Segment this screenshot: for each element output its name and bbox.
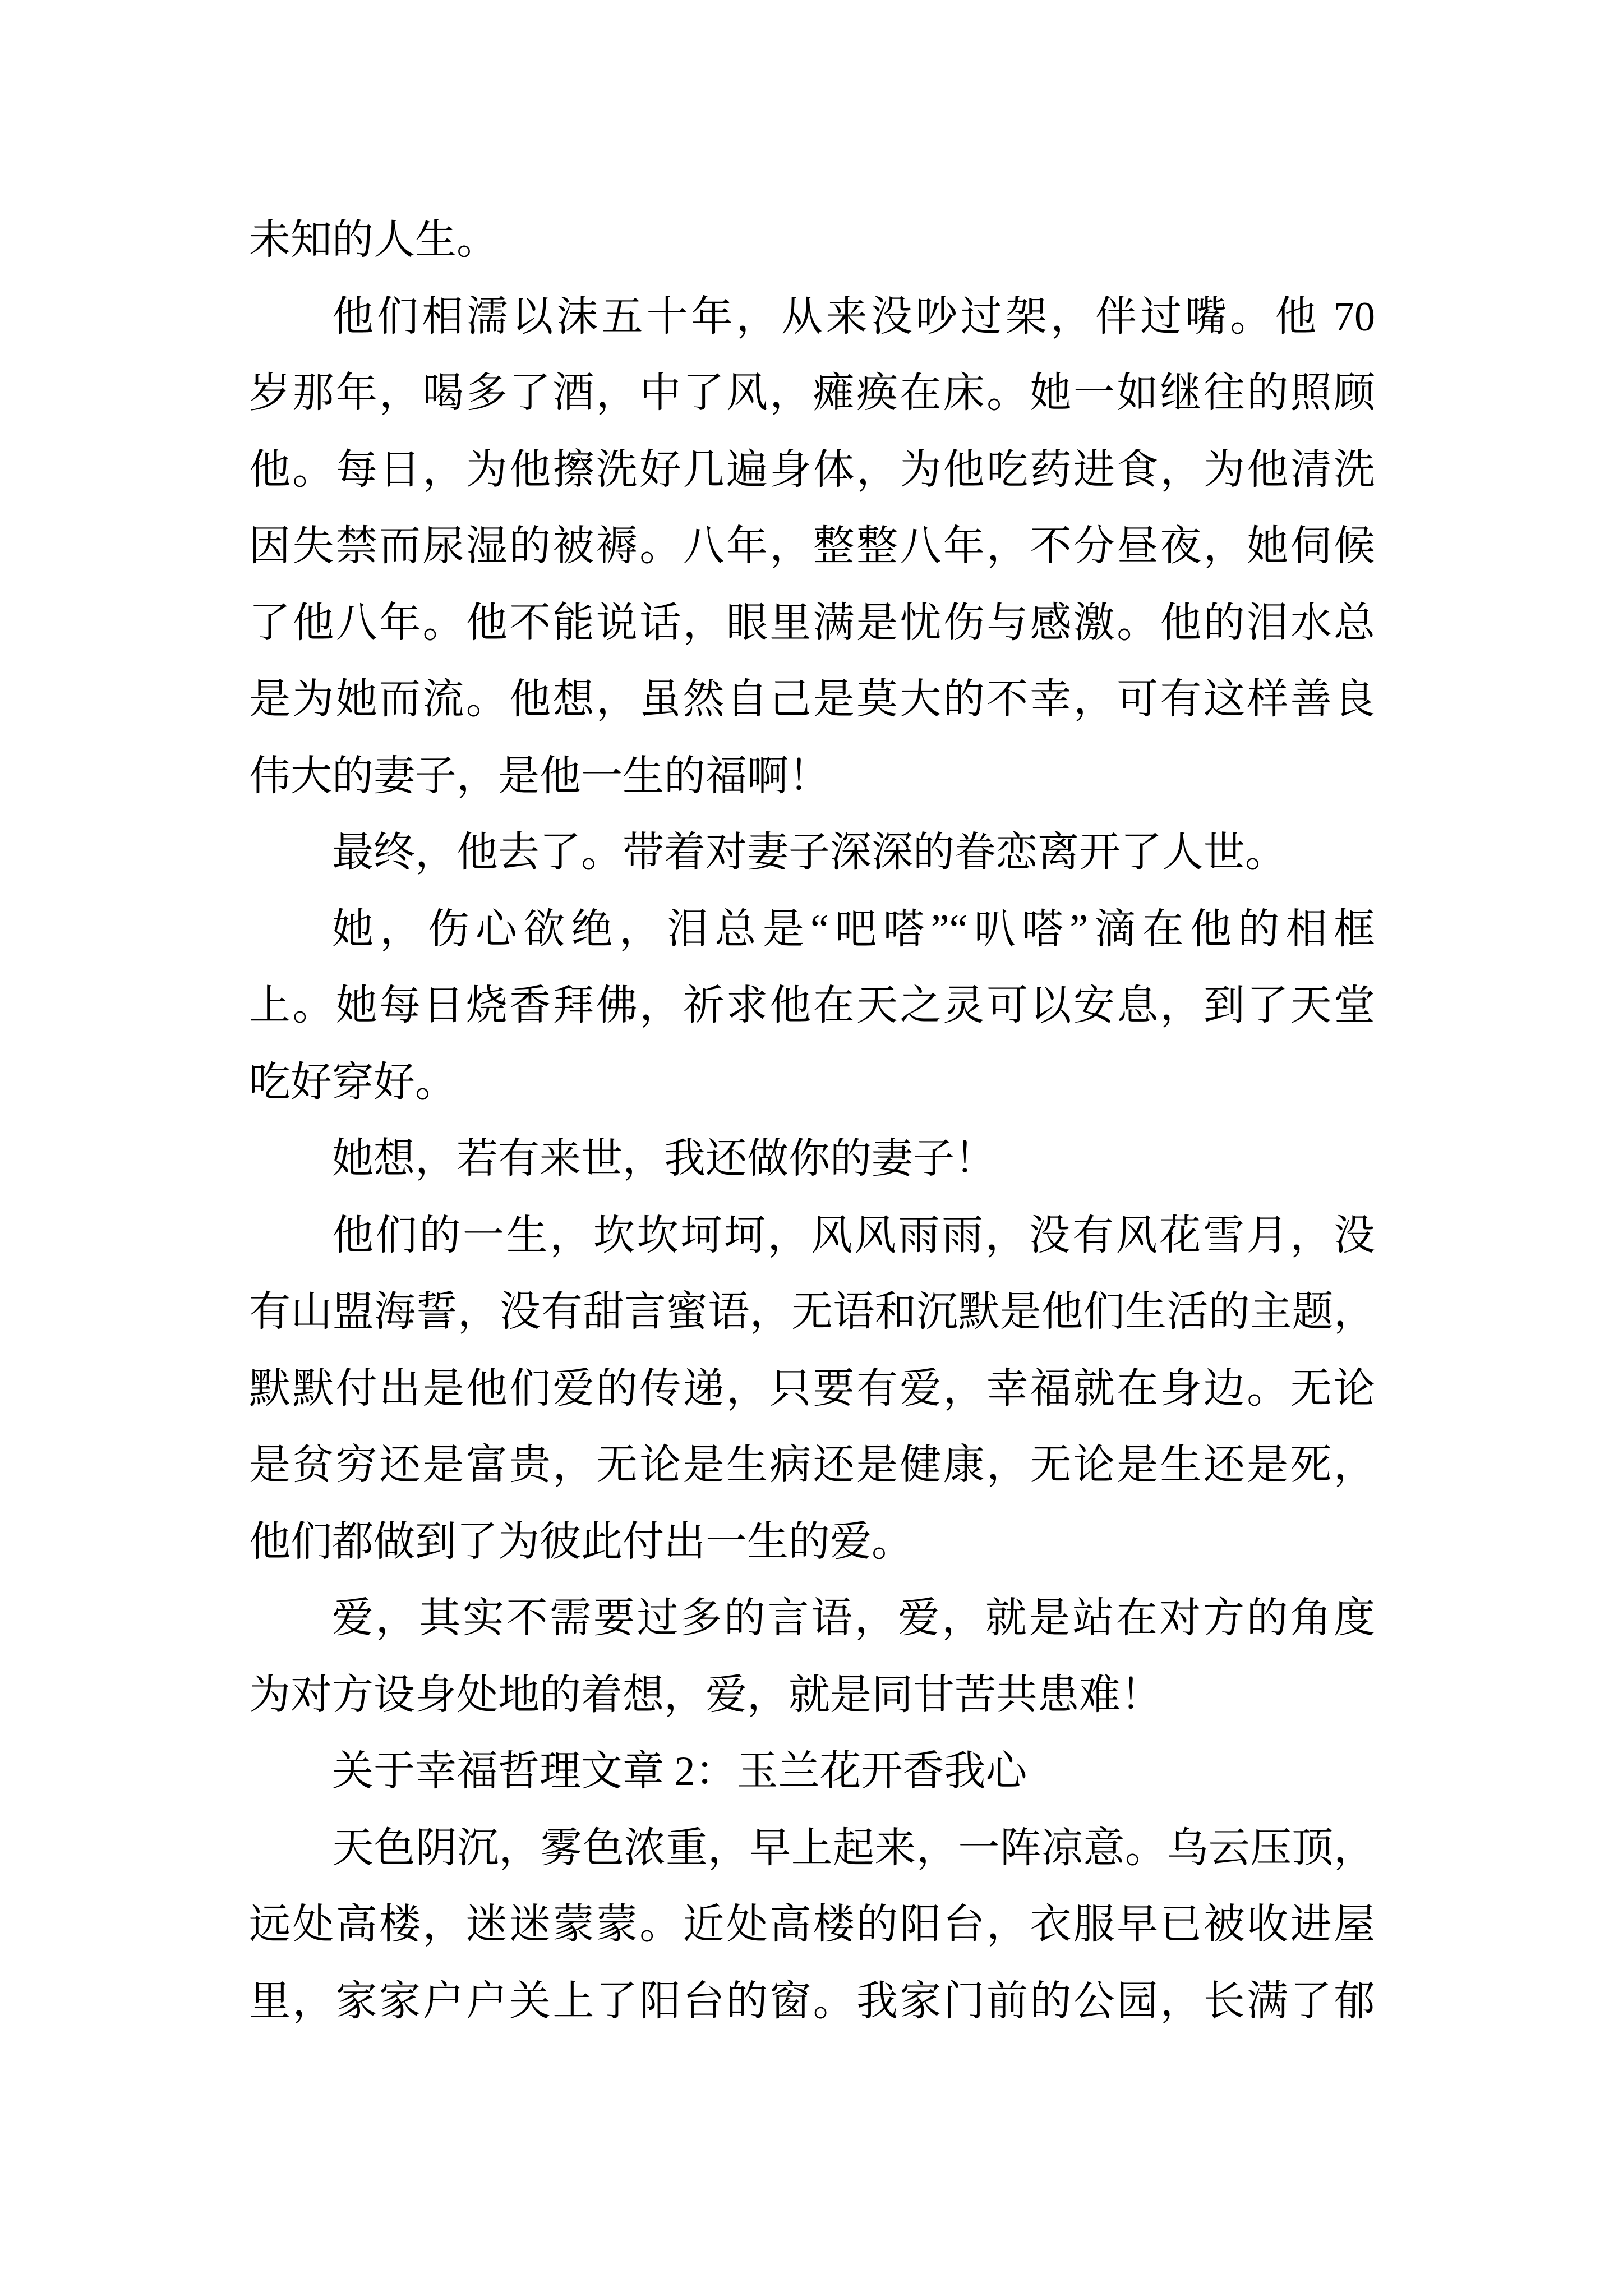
text-line: 他。每日，为他擦洗好几遍身体，为他吃药进食，为他清洗 xyxy=(249,447,1375,493)
text-line: 里，家家户户关上了阳台的窗。我家门前的公园，长满了郁 xyxy=(249,1978,1375,2024)
text-line: 她，伤心欲绝，泪总是“吧嗒”“叭嗒”滴在他的相框 xyxy=(332,906,1375,953)
text-line: 岁那年，喝多了酒，中了风，瘫痪在床。她一如继往的照顾 xyxy=(249,370,1375,416)
text-line: 他们的一生，坎坎坷坷，风风雨雨，没有风花雪月，没 xyxy=(332,1212,1375,1259)
text-line: 她想，若有来世，我还做你的妻子！ xyxy=(332,1136,996,1182)
text-line: 吃好穿好。 xyxy=(249,1059,457,1106)
text-line: 爱，其实不需要过多的言语，爱，就是站在对方的角度 xyxy=(332,1595,1375,1641)
text-line: 最终，他去了。带着对妻子深深的眷恋离开了人世。 xyxy=(332,830,1287,876)
text-line: 他们都做到了为彼此付出一生的爱。 xyxy=(249,1519,913,1565)
text-line: 因失禁而尿湿的被褥。八年，整整八年，不分昼夜，她伺候 xyxy=(249,523,1375,569)
text-line: 上。她每日烧香拜佛，祈求他在天之灵可以安息，到了天堂 xyxy=(249,983,1375,1029)
text-line: 远处高楼，迷迷蒙蒙。近处高楼的阳台，衣服早已被收进屋 xyxy=(249,1902,1375,1948)
text-line: 他们相濡以沫五十年，从来没吵过架，伴过嘴。他 70 xyxy=(332,293,1375,340)
text-line: 有山盟海誓，没有甜言蜜语，无语和沉默是他们生活的主题， xyxy=(249,1289,1375,1335)
article-text xyxy=(249,202,1375,2040)
section-heading-line: 关于幸福哲理文章 2：玉兰花开香我心 xyxy=(332,1749,1027,1795)
text-line: 天色阴沉，雾色浓重，早上起来，一阵凉意。乌云压顶， xyxy=(332,1825,1375,1871)
text-line: 了他八年。他不能说话，眼里满是忧伤与感激。他的泪水总 xyxy=(249,600,1375,646)
text-line: 未知的人生。 xyxy=(249,217,498,263)
text-line: 为对方设身处地的着想，爱，就是同甘苦共患难！ xyxy=(249,1672,1162,1718)
text-line: 是贫穷还是富贵，无论是生病还是健康，无论是生还是死， xyxy=(249,1442,1375,1488)
text-line: 默默付出是他们爱的传递，只要有爱，幸福就在身边。无论 xyxy=(249,1365,1375,1412)
text-line: 是为她而流。他想，虽然自己是莫大的不幸，可有这样善良 xyxy=(249,677,1375,723)
text-line: 伟大的妻子，是他一生的福啊！ xyxy=(249,753,830,799)
